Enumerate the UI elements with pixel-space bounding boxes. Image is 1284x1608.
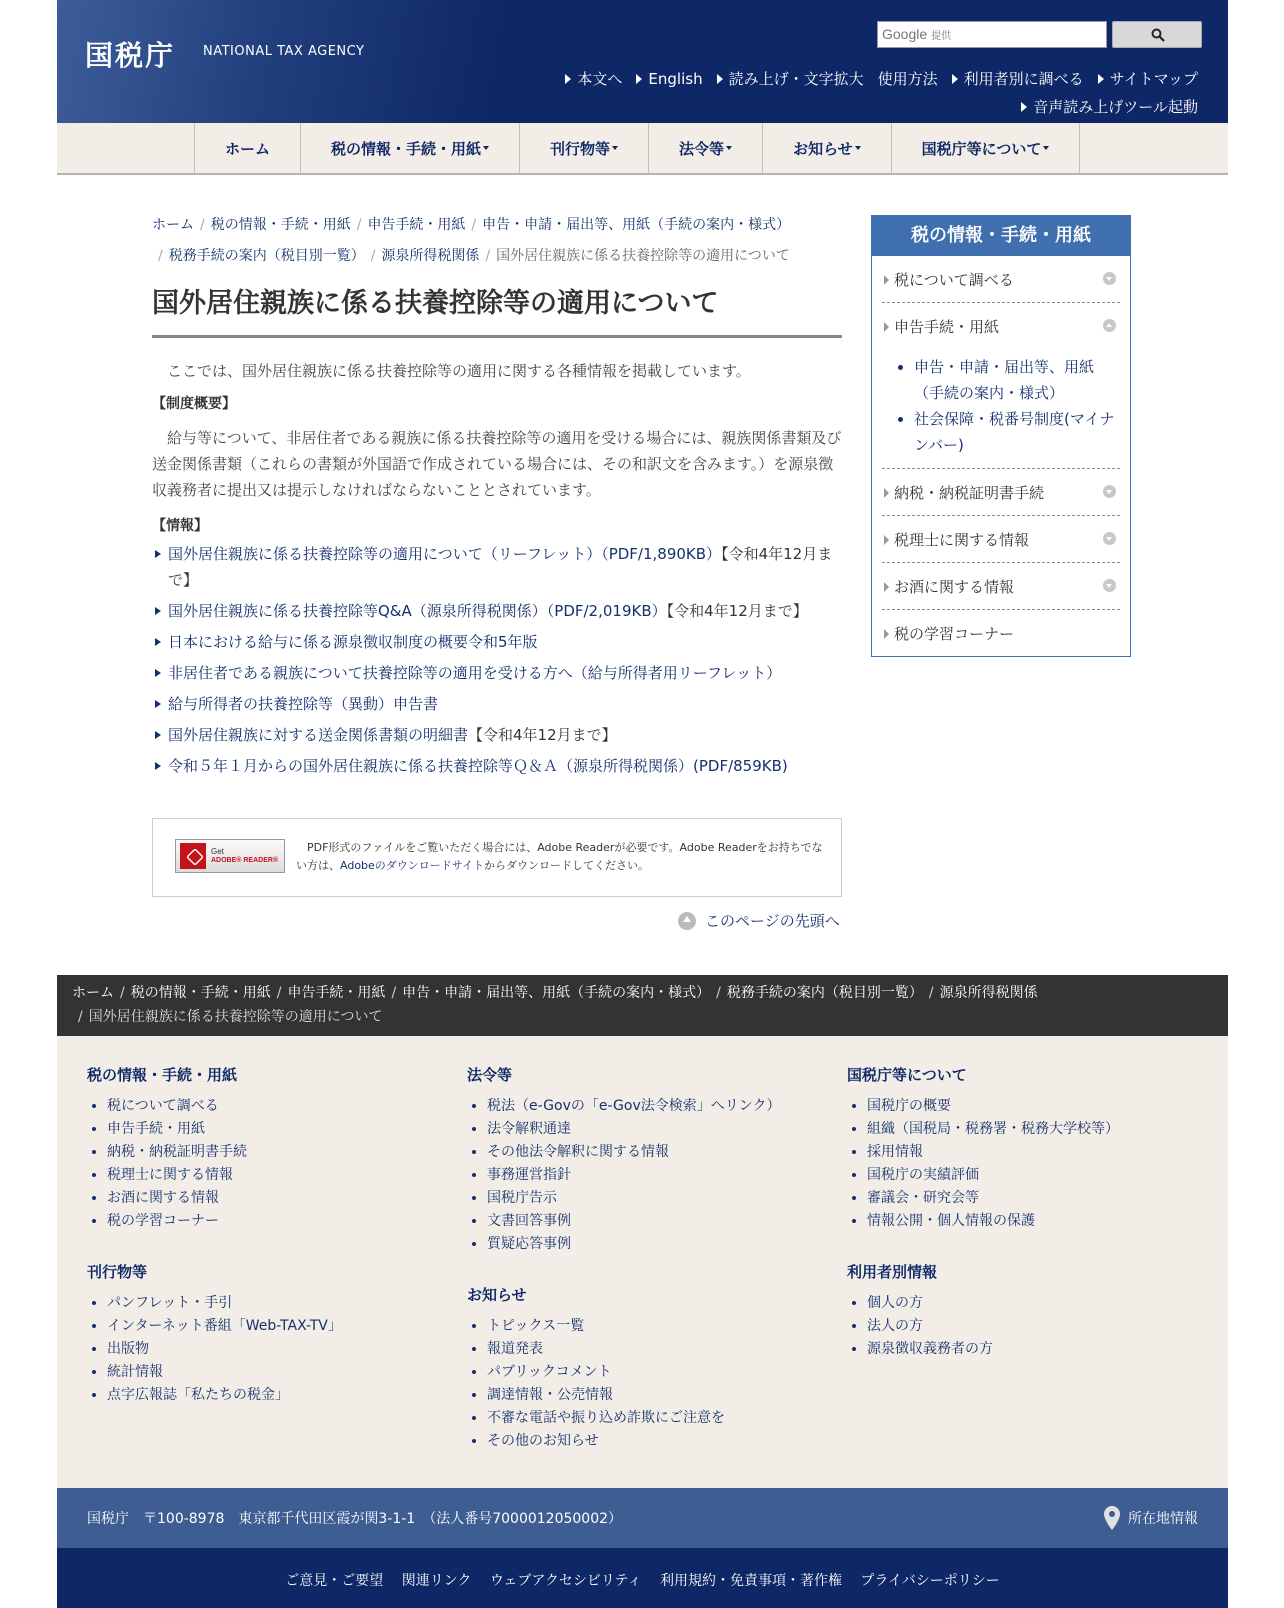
footer-link[interactable]: • 点字広報誌「私たちの税金」	[107, 1384, 447, 1407]
footer-link[interactable]: • 税法（e-Govの「e-Gov法令検索」へリンク）	[487, 1095, 827, 1118]
get-adobe-reader-button[interactable]: Get ADOBE® READER®	[175, 839, 285, 873]
expand-icon[interactable]	[1103, 579, 1116, 592]
footer-link[interactable]: • 報道発表	[487, 1338, 827, 1361]
breadcrumb-link[interactable]: ホーム	[72, 985, 114, 1001]
footer-link[interactable]: • 事務運営指針	[487, 1164, 827, 1187]
footer-sitemap	[57, 1036, 1228, 1488]
breadcrumb-link[interactable]: 税務手続の案内（税目別一覧）	[168, 248, 365, 264]
info-link[interactable]: 国外居住親族に係る扶養控除等Q&A（源泉所得税関係）（PDF/2,019KB）	[168, 602, 667, 621]
gnav-home[interactable]: ホーム	[195, 123, 301, 173]
breadcrumb-link[interactable]: 申告手続・用紙	[287, 985, 386, 1001]
page-title: 国外居住親族に係る扶養控除等の適用について	[152, 286, 842, 338]
triangle-icon	[884, 629, 889, 639]
side-nav-subitem[interactable]: • 社会保障・税番号制度(マイナンバー)	[914, 406, 1116, 458]
footer-bottom-link[interactable]: プライバシーポリシー	[860, 1573, 1000, 1589]
util-link-voice-tool[interactable]: 音声読み上げツール起動	[1021, 96, 1198, 117]
side-nav-item[interactable]: お酒に関する情報	[882, 563, 1120, 610]
breadcrumb-link[interactable]: 申告・申請・届出等、用紙（手続の案内・様式）	[482, 217, 791, 233]
google-brand: Google	[882, 26, 928, 42]
footer-link[interactable]: • 国税庁の実績評価	[867, 1164, 1207, 1187]
footer-link[interactable]: • 納税・納税証明書手続	[107, 1141, 447, 1164]
gnav-news[interactable]: お知らせ	[763, 123, 892, 173]
footer-heading[interactable]: 法令等	[467, 1066, 513, 1084]
arrow-up-icon	[678, 912, 696, 930]
collapse-icon[interactable]	[1103, 319, 1116, 332]
breadcrumb-link[interactable]: ホーム	[152, 217, 194, 233]
footer-heading[interactable]: 刊行物等	[87, 1263, 148, 1281]
footer-link[interactable]: • 税理士に関する情報	[107, 1164, 447, 1187]
footer-link[interactable]: • 個人の方	[867, 1292, 1207, 1315]
breadcrumb-current: 国外居住親族に係る扶養控除等の適用について	[496, 248, 790, 264]
info-link[interactable]: 国外居住親族に対する送金関係書類の明細書	[168, 726, 469, 745]
info-link[interactable]: 国外居住親族に係る扶養控除等の適用について（リーフレット）（PDF/1,890KB）	[168, 545, 722, 564]
list-item	[152, 660, 842, 686]
adobe-reader-notice	[152, 818, 842, 897]
caret-down-icon	[483, 146, 489, 150]
footer-link[interactable]: • パンフレット・手引	[107, 1292, 447, 1315]
footer-link[interactable]: • 統計情報	[107, 1361, 447, 1384]
list-item	[152, 691, 842, 717]
search-icon	[1151, 28, 1165, 42]
footer-bottom-link[interactable]: 利用規約・免責事項・著作権	[659, 1573, 842, 1589]
list-item: 国外居住親族に係る扶養控除等の適用について（リーフレット）（PDF/1,890KB）【令和4年12月まで】	[152, 541, 842, 593]
footer-link[interactable]: • 情報公開・個人情報の保護	[867, 1210, 1207, 1233]
footer-link[interactable]: • その他のお知らせ	[487, 1430, 827, 1453]
footer-heading[interactable]: 国税庁等について	[847, 1066, 967, 1084]
side-nav-title: 税の情報・手続・用紙	[872, 216, 1130, 256]
footer-link[interactable]: • お酒に関する情報	[107, 1187, 447, 1210]
footer-link[interactable]: • 組織（国税局・税務署・税務大学校等）	[867, 1118, 1207, 1141]
caret-down-icon	[612, 146, 618, 150]
footer-link[interactable]: • 質疑応答事例	[487, 1233, 827, 1256]
side-nav-item[interactable]: 税について調べる	[882, 256, 1120, 303]
util-link-skip-to-content[interactable]: 本文へ	[565, 68, 622, 89]
site-logo[interactable]: 国税庁	[85, 39, 176, 72]
breadcrumb-link[interactable]: 申告・申請・届出等、用紙（手続の案内・様式）	[402, 985, 711, 1001]
triangle-icon	[884, 322, 889, 332]
triangle-icon	[636, 74, 642, 84]
footer-heading[interactable]: お知らせ	[467, 1286, 527, 1304]
side-nav	[871, 215, 1131, 657]
global-nav	[57, 123, 1228, 175]
section-heading-overview: 【制度概要】	[152, 396, 236, 413]
util-link-by-user[interactable]: 利用者別に調べる	[952, 68, 1084, 89]
adobe-notice-text: PDF形式のファイルをご覧いただく場合には、Adobe Readerが必要です。Adobe Readerをお持ちでない方は、Adobeのダウンロードサイトからダウンロードしてください。	[296, 841, 823, 872]
info-link[interactable]: 給与所得者の扶養控除等（異動）申告書	[168, 695, 439, 714]
caret-down-icon	[855, 146, 861, 150]
list-item: 国外居住親族に対する送金関係書類の明細書【令和4年12月まで】	[152, 722, 842, 748]
footer-link[interactable]: • 国税庁告示	[487, 1187, 827, 1210]
expand-icon[interactable]	[1103, 485, 1116, 498]
footer-bottom	[57, 1548, 1228, 1608]
side-nav-item[interactable]: 税の学習コーナー	[882, 610, 1120, 657]
list-item: 国外居住親族に係る扶養控除等Q&A（源泉所得税関係）（PDF/2,019KB）【令和4年12月まで】	[152, 598, 842, 624]
breadcrumb-link[interactable]: 申告手続・用紙	[367, 217, 466, 233]
triangle-icon	[884, 275, 889, 285]
expand-icon[interactable]	[1103, 532, 1116, 545]
search-button[interactable]	[1112, 21, 1202, 48]
side-nav-item[interactable]: 申告手続・用紙	[882, 303, 1120, 350]
footer-link[interactable]: • トピックス一覧	[487, 1315, 827, 1338]
footer-heading[interactable]: 利用者別情報	[847, 1263, 938, 1281]
page-top-link[interactable]: このページの先頭へ	[678, 910, 840, 931]
gnav-publications[interactable]: 刊行物等	[520, 123, 649, 173]
adobe-download-link[interactable]: Adobeのダウンロードサイト	[340, 859, 485, 872]
info-link[interactable]: 非居住者である親族について扶養控除等の適用を受ける方へ（給与所得者用リーフレット）	[168, 664, 782, 683]
footer-bottom-link[interactable]: ウェブアクセシビリティ	[489, 1573, 642, 1589]
google-provided-label: 提供	[931, 31, 952, 42]
lead-text: ここでは、国外居住親族に係る扶養控除等の適用に関する各種情報を掲載しています。	[167, 362, 751, 381]
site-logo-english: NATIONAL TAX AGENCY	[203, 44, 365, 59]
triangle-icon	[1021, 102, 1027, 112]
side-nav-submenu	[882, 350, 1120, 469]
footer-link[interactable]: • 審議会・研究会等	[867, 1187, 1207, 1210]
breadcrumb-link[interactable]: 源泉所得税関係	[939, 985, 1038, 1001]
section-heading-info: 【情報】	[152, 518, 208, 535]
footer-link[interactable]: • 税の学習コーナー	[107, 1210, 447, 1233]
list-item	[152, 629, 842, 655]
triangle-icon	[155, 762, 161, 770]
side-nav-item[interactable]: 税理士に関する情報	[882, 516, 1120, 563]
breadcrumb-link[interactable]: 税の情報・手続・用紙	[130, 985, 271, 1001]
breadcrumb-link[interactable]: 源泉所得税関係	[381, 248, 480, 264]
info-link[interactable]: 令和５年１月からの国外居住親族に係る扶養控除等Ｑ＆Ａ（源泉所得税関係）(PDF/859KB)	[168, 757, 788, 776]
info-link[interactable]: 日本における給与に係る源泉徴収制度の概要令和5年版	[168, 633, 538, 652]
triangle-icon	[155, 550, 161, 558]
main-content	[152, 210, 842, 784]
util-link-english[interactable]: English	[636, 68, 702, 89]
breadcrumb: ホーム / 税の情報・手続・用紙 / 申告手続・用紙 / 申告・申請・届出等、用紙（手続の案内・様式） / 税務手続の案内（税目別一覧） / 源泉所得税関係 / 国外居住親族に係る扶養控除等の適用について	[152, 217, 791, 264]
site-header	[57, 0, 1228, 123]
footer-link[interactable]: • 不審な電話や振り込め詐欺にご注意を	[487, 1407, 827, 1430]
agency-address: 国税庁 〒100-8978 東京都千代田区霞が関3-1-1 （法人番号7000012050002）	[87, 1511, 623, 1527]
triangle-icon	[884, 535, 889, 545]
triangle-icon	[155, 669, 161, 677]
address-bar	[57, 1488, 1228, 1548]
triangle-icon	[884, 488, 889, 498]
utility-links	[565, 68, 1198, 89]
footer-link[interactable]: • 申告手続・用紙	[107, 1118, 447, 1141]
triangle-icon	[565, 74, 571, 84]
util-link-sitemap[interactable]: サイトマップ	[1098, 68, 1198, 89]
caret-down-icon	[1043, 146, 1049, 150]
triangle-icon	[155, 700, 161, 708]
footer-link[interactable]: • パブリックコメント	[487, 1361, 827, 1384]
triangle-icon	[884, 582, 889, 592]
footer-link[interactable]: • 税について調べる	[107, 1095, 447, 1118]
footer-link[interactable]: • 法令解釈通達	[487, 1118, 827, 1141]
util-link-read-aloud[interactable]: 読み上げ・文字拡大	[717, 68, 864, 89]
side-nav-subitem[interactable]: • 申告・申請・届出等、用紙（手続の案内・様式）	[914, 354, 1116, 406]
footer-link[interactable]: • 調達情報・公売情報	[487, 1384, 827, 1407]
footer-link[interactable]: • 国税庁の概要	[867, 1095, 1207, 1118]
footer-link[interactable]: • 文書回答事例	[487, 1210, 827, 1233]
footer-bottom-link[interactable]: 関連リンク	[401, 1573, 472, 1589]
footer-heading[interactable]: 税の情報・手続・用紙	[87, 1066, 238, 1084]
breadcrumb-link[interactable]: 税務手続の案内（税目別一覧）	[726, 985, 923, 1001]
adobe-logo-icon	[180, 843, 206, 869]
footer-link[interactable]: • 出版物	[107, 1338, 447, 1361]
caret-down-icon	[726, 146, 732, 150]
triangle-icon	[155, 607, 161, 615]
breadcrumb-current: 国外居住親族に係る扶養控除等の適用について	[88, 1009, 383, 1025]
search-input[interactable]	[877, 21, 1107, 48]
gnav-about[interactable]: 国税庁等について	[892, 123, 1081, 173]
list-item	[152, 753, 842, 779]
side-nav-item[interactable]: 納税・納税証明書手続	[882, 469, 1120, 516]
breadcrumb-link[interactable]: 税の情報・手続・用紙	[210, 217, 351, 233]
gnav-tax-info[interactable]: 税の情報・手続・用紙	[301, 123, 520, 173]
triangle-icon	[155, 638, 161, 646]
footer-breadcrumb: ホーム / 税の情報・手続・用紙 / 申告手続・用紙 / 申告・申請・届出等、用紙（手続の案内・様式） / 税務手続の案内（税目別一覧） / 源泉所得税関係 / 国外居住親族に係る扶養控除等の適用について	[57, 975, 1228, 1036]
triangle-icon	[952, 74, 958, 84]
footer-link[interactable]: • インターネット番組「Web-TAX-TV」	[107, 1315, 447, 1338]
overview-text: 給与等について、非居住者である親族に係る扶養控除等の適用を受ける場合には、親族関係書類及び送金関係書類（これらの書類が外国語で作成されている場合には、その和訳文を含みます。）を源泉徴収義務者に提出又は提示しなければならないこととされています。	[152, 429, 842, 500]
footer-link[interactable]: • 採用情報	[867, 1141, 1207, 1164]
footer-bottom-link[interactable]: ご意見・ご要望	[285, 1573, 384, 1589]
util-link-usage[interactable]: 使用方法	[877, 70, 938, 88]
location-link[interactable]: 所在地情報	[1104, 1506, 1198, 1530]
footer-link[interactable]: • 法人の方	[867, 1315, 1207, 1338]
map-pin-icon	[1104, 1506, 1120, 1530]
expand-icon[interactable]	[1103, 272, 1116, 285]
triangle-icon	[155, 731, 161, 739]
gnav-laws[interactable]: 法令等	[649, 123, 763, 173]
triangle-icon	[717, 74, 723, 84]
triangle-icon	[1098, 74, 1104, 84]
footer-link[interactable]: • 源泉徴収義務者の方	[867, 1338, 1207, 1361]
footer-link[interactable]: • その他法令解釈に関する情報	[487, 1141, 827, 1164]
info-link-list	[152, 541, 842, 779]
